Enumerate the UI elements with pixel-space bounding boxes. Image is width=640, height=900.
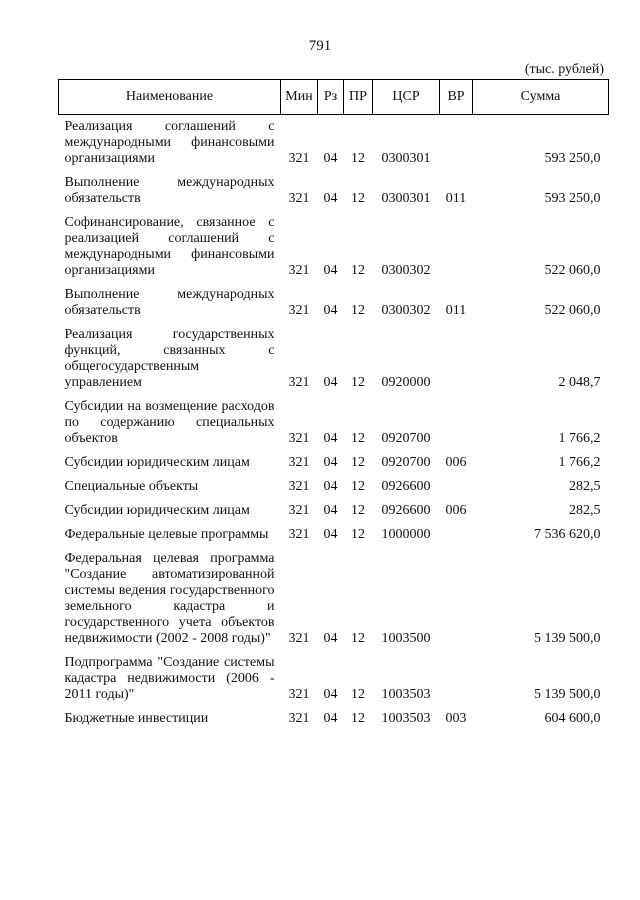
cell-name: Реализация государственных функций, связанных с общегосударственным управлением <box>64 327 275 390</box>
header-sum: Сумма <box>473 80 609 115</box>
cell-pr: 12 <box>351 687 365 702</box>
cell-pr: 12 <box>351 151 365 166</box>
table-row <box>59 115 609 172</box>
cell-csr: 1000000 <box>381 527 431 542</box>
cell-rz: 04 <box>323 479 338 494</box>
cell-min: 321 <box>288 431 310 446</box>
cell-rz: 04 <box>323 527 338 542</box>
cell-min: 321 <box>288 263 310 278</box>
table-row <box>59 523 609 547</box>
cell-csr: 0920700 <box>381 431 431 446</box>
cell-name: Подпрограмма "Создание системы кадастра недвижимости (2006 - 2011 годы)" <box>64 655 275 702</box>
cell-pr: 12 <box>351 375 365 390</box>
cell-min: 321 <box>288 151 310 166</box>
budget-table <box>58 79 609 731</box>
cell-sum: 5 139 500,0 <box>534 631 601 646</box>
cell-rz: 04 <box>323 263 338 278</box>
cell-min: 321 <box>288 503 310 518</box>
cell-vr <box>440 211 473 283</box>
cell-csr: 1003503 <box>381 711 431 726</box>
cell-pr: 12 <box>351 191 365 206</box>
cell-rz: 04 <box>323 711 338 726</box>
units-label: (тыс. рублей) <box>524 62 604 77</box>
cell-vr <box>440 323 473 395</box>
cell-sum: 1 766,2 <box>558 455 601 470</box>
table-row <box>59 395 609 451</box>
cell-min: 321 <box>288 687 310 702</box>
cell-sum: 282,5 <box>569 503 601 518</box>
cell-sum: 1 766,2 <box>558 431 601 446</box>
cell-name: Специальные объекты <box>64 479 199 494</box>
cell-csr: 0926600 <box>381 503 431 518</box>
cell-min: 321 <box>288 631 310 646</box>
table-row <box>59 651 609 707</box>
cell-name: Федеральная целевая программа "Создание автоматизированной системы ведения государственного земельного кадастра и государственного учета объектов недвижимости (2002 - 2008 годы)" <box>64 551 275 646</box>
cell-vr <box>440 651 473 707</box>
cell-rz: 04 <box>323 151 338 166</box>
table-row <box>59 451 609 475</box>
cell-rz: 04 <box>323 503 338 518</box>
cell-pr: 12 <box>351 479 365 494</box>
cell-name: Выполнение международных обязательств <box>64 175 275 206</box>
table-row <box>59 475 609 499</box>
cell-min: 321 <box>288 455 310 470</box>
cell-pr: 12 <box>351 527 365 542</box>
cell-pr: 12 <box>351 711 365 726</box>
cell-vr <box>440 395 473 451</box>
header-pr: ПР <box>344 80 373 115</box>
table-row <box>59 323 609 395</box>
cell-name: Бюджетные инвестиции <box>64 711 209 726</box>
cell-csr: 1003503 <box>381 687 431 702</box>
cell-rz: 04 <box>323 631 338 646</box>
cell-min: 321 <box>288 479 310 494</box>
cell-vr: 011 <box>445 303 467 318</box>
cell-csr: 0920000 <box>381 375 431 390</box>
cell-sum: 522 060,0 <box>544 263 601 278</box>
cell-sum: 593 250,0 <box>544 151 601 166</box>
cell-csr: 0300301 <box>381 191 431 206</box>
cell-pr: 12 <box>351 503 365 518</box>
cell-csr: 0920700 <box>381 455 431 470</box>
cell-pr: 12 <box>351 631 365 646</box>
table-row <box>59 547 609 651</box>
cell-vr <box>440 475 473 499</box>
cell-min: 321 <box>288 711 310 726</box>
cell-sum: 593 250,0 <box>544 191 601 206</box>
header-name: Наименование <box>59 80 281 115</box>
cell-rz: 04 <box>323 431 338 446</box>
cell-sum: 604 600,0 <box>544 711 601 726</box>
cell-rz: 04 <box>323 303 338 318</box>
cell-sum: 2 048,7 <box>558 375 601 390</box>
cell-min: 321 <box>288 191 310 206</box>
cell-sum: 7 536 620,0 <box>534 527 601 542</box>
cell-vr: 003 <box>445 711 467 726</box>
table-header-row <box>59 80 609 115</box>
cell-csr: 0300301 <box>381 151 431 166</box>
table-row <box>59 171 609 211</box>
cell-csr: 0300302 <box>381 263 431 278</box>
cell-vr: 006 <box>445 503 467 518</box>
cell-pr: 12 <box>351 455 365 470</box>
cell-csr: 0300302 <box>381 303 431 318</box>
cell-min: 321 <box>288 375 310 390</box>
page-number: 791 <box>308 38 332 54</box>
table-row <box>59 499 609 523</box>
cell-name: Субсидии юридическим лицам <box>64 455 250 470</box>
cell-rz: 04 <box>323 455 338 470</box>
cell-sum: 282,5 <box>569 479 601 494</box>
cell-name: Субсидии на возмещение расходов по содержанию специальных объектов <box>64 399 275 446</box>
table-row <box>59 211 609 283</box>
cell-rz: 04 <box>323 191 338 206</box>
cell-vr: 006 <box>445 455 467 470</box>
cell-name: Субсидии юридическим лицам <box>64 503 250 518</box>
table-row <box>59 707 609 731</box>
cell-vr <box>440 523 473 547</box>
cell-rz: 04 <box>323 375 338 390</box>
cell-name: Софинансирование, связанное с реализацией соглашений с международными финансовыми организациями <box>64 215 275 278</box>
header-csr: ЦСР <box>373 80 440 115</box>
cell-pr: 12 <box>351 431 365 446</box>
cell-sum: 5 139 500,0 <box>534 687 601 702</box>
header-min: Мин <box>281 80 318 115</box>
header-vr: ВР <box>440 80 473 115</box>
cell-sum: 522 060,0 <box>544 303 601 318</box>
cell-csr: 0926600 <box>381 479 431 494</box>
cell-vr <box>440 115 473 172</box>
cell-pr: 12 <box>351 263 365 278</box>
table-body <box>59 115 609 732</box>
table-row <box>59 283 609 323</box>
cell-pr: 12 <box>351 303 365 318</box>
cell-csr: 1003500 <box>381 631 431 646</box>
cell-vr: 011 <box>445 191 467 206</box>
cell-name: Выполнение международных обязательств <box>64 287 275 318</box>
cell-min: 321 <box>288 527 310 542</box>
cell-min: 321 <box>288 303 310 318</box>
cell-name: Реализация соглашений с международными финансовыми организациями <box>64 119 275 166</box>
header-rz: Рз <box>318 80 344 115</box>
cell-rz: 04 <box>323 687 338 702</box>
cell-vr <box>440 547 473 651</box>
cell-name: Федеральные целевые программы <box>64 527 269 542</box>
